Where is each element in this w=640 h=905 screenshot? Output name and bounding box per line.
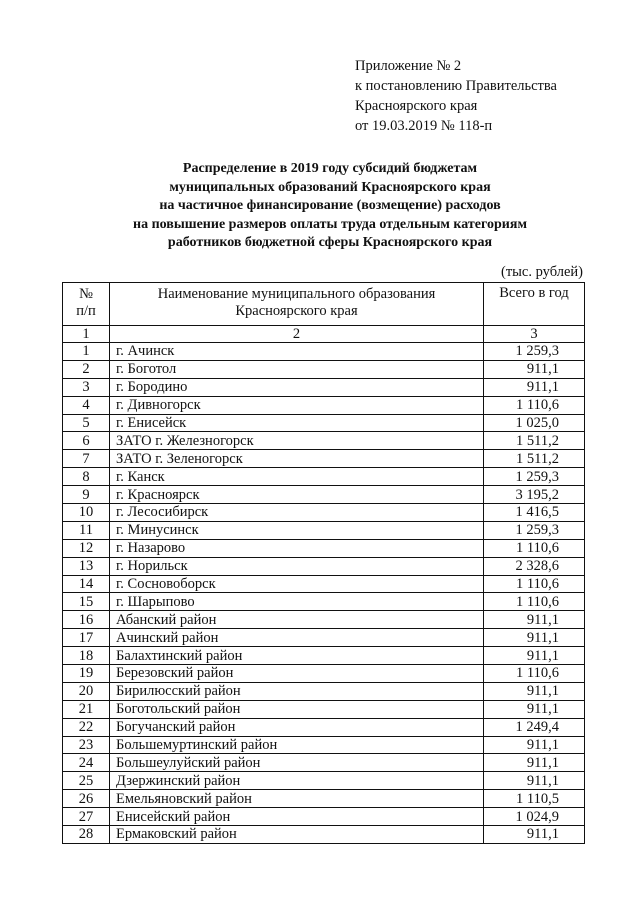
row-number: 14 xyxy=(63,575,110,593)
annual-amount: 1 024,9 xyxy=(484,808,585,826)
table-row xyxy=(63,450,585,468)
appendix-resolution-ref: к постановлению Правительства xyxy=(355,78,557,94)
row-number: 8 xyxy=(63,468,110,486)
appendix-region: Красноярского края xyxy=(355,98,478,114)
row-number: 18 xyxy=(63,647,110,665)
municipality-name: г. Красноярск xyxy=(110,486,484,504)
table-row xyxy=(63,808,585,826)
annual-amount: 911,1 xyxy=(484,378,585,396)
column-index-3: 3 xyxy=(484,326,585,343)
row-number: 9 xyxy=(63,486,110,504)
table-row xyxy=(63,700,585,718)
table-row xyxy=(63,557,585,575)
annual-amount: 911,1 xyxy=(484,682,585,700)
row-number: 11 xyxy=(63,521,110,539)
table-row xyxy=(63,736,585,754)
annual-amount: 911,1 xyxy=(484,629,585,647)
title-line-3: на частичное финансирование (возмещение) расходов xyxy=(159,198,501,213)
table-row xyxy=(63,790,585,808)
municipality-name: Богучанский район xyxy=(110,718,484,736)
table-row xyxy=(63,647,585,665)
row-number: 24 xyxy=(63,754,110,772)
table-row xyxy=(63,414,585,432)
row-number: 5 xyxy=(63,414,110,432)
table-row xyxy=(63,682,585,700)
appendix-date-number: от 19.03.2019 № 118-п xyxy=(355,118,493,134)
municipality-name: г. Енисейск xyxy=(110,414,484,432)
table-row xyxy=(63,826,585,844)
municipality-name: Большемуртинский район xyxy=(110,736,484,754)
table-row xyxy=(63,521,585,539)
table-row xyxy=(63,665,585,683)
annual-amount: 1 110,5 xyxy=(484,790,585,808)
title-line-4: на повышение размеров оплаты труда отдельным категориям xyxy=(133,216,527,232)
table-row xyxy=(63,432,585,450)
row-number: 22 xyxy=(63,718,110,736)
annual-amount: 911,1 xyxy=(484,360,585,378)
table-header-row xyxy=(63,283,585,326)
table-row xyxy=(63,754,585,772)
municipality-name: г. Шарыпово xyxy=(110,593,484,611)
municipality-name: г. Дивногорск xyxy=(110,396,484,414)
municipality-name: г. Норильск xyxy=(110,557,484,575)
column-index-row xyxy=(63,326,585,343)
municipality-name: г. Сосновоборск xyxy=(110,575,484,593)
annual-amount: 1 110,6 xyxy=(484,396,585,414)
column-index-2: 2 xyxy=(110,326,484,343)
annual-amount: 1 259,3 xyxy=(484,521,585,539)
row-number: 19 xyxy=(63,665,110,683)
annual-amount: 1 110,6 xyxy=(484,539,585,557)
title-line-2: муниципальных образований Красноярского края xyxy=(169,179,491,195)
row-number: 16 xyxy=(63,611,110,629)
header-name-line-1: Наименование муниципального образования xyxy=(157,286,436,302)
row-number: 21 xyxy=(63,700,110,718)
municipality-name: Емельяновский район xyxy=(110,790,484,808)
table-row xyxy=(63,611,585,629)
annual-amount: 911,1 xyxy=(484,826,585,844)
title-line-1: Распределение в 2019 году субсидий бюджетам xyxy=(182,161,478,176)
municipality-name: ЗАТО г. Зеленогорск xyxy=(110,450,484,468)
appendix-block xyxy=(355,56,557,136)
annual-amount: 911,1 xyxy=(484,754,585,772)
units-label: (тыс. рублей) xyxy=(501,264,583,280)
subsidy-table xyxy=(62,282,585,844)
row-number: 7 xyxy=(63,450,110,468)
table-row xyxy=(63,468,585,486)
table-row xyxy=(63,360,585,378)
table-row xyxy=(63,593,585,611)
header-name xyxy=(110,283,484,326)
row-number: 20 xyxy=(63,682,110,700)
municipality-name: Абанский район xyxy=(110,611,484,629)
annual-amount: 911,1 xyxy=(484,736,585,754)
municipality-name: г. Боготол xyxy=(110,360,484,378)
table-row xyxy=(63,343,585,361)
table-row xyxy=(63,539,585,557)
row-number: 27 xyxy=(63,808,110,826)
row-number: 1 xyxy=(63,343,110,361)
annual-amount: 1 511,2 xyxy=(484,450,585,468)
row-number: 15 xyxy=(63,593,110,611)
row-number: 6 xyxy=(63,432,110,450)
row-number: 12 xyxy=(63,539,110,557)
municipality-name: Дзержинский район xyxy=(110,772,484,790)
header-number xyxy=(63,283,110,326)
annual-amount: 1 110,6 xyxy=(484,575,585,593)
municipality-name: Березовский район xyxy=(110,665,484,683)
row-number: 4 xyxy=(63,396,110,414)
municipality-name: ЗАТО г. Железногорск xyxy=(110,432,484,450)
annual-amount: 911,1 xyxy=(484,647,585,665)
row-number: 13 xyxy=(63,557,110,575)
row-number: 25 xyxy=(63,772,110,790)
annual-amount: 1 110,6 xyxy=(484,593,585,611)
municipality-name: г. Ачинск xyxy=(110,343,484,361)
annual-amount: 1 259,3 xyxy=(484,343,585,361)
annual-amount: 911,1 xyxy=(484,611,585,629)
row-number: 2 xyxy=(63,360,110,378)
annual-amount: 1 110,6 xyxy=(484,665,585,683)
annual-amount: 1 416,5 xyxy=(484,504,585,522)
document-title xyxy=(60,160,600,253)
municipality-name: Ермаковский район xyxy=(110,826,484,844)
table-row xyxy=(63,575,585,593)
row-number: 28 xyxy=(63,826,110,844)
table-row xyxy=(63,378,585,396)
header-total: Всего в год xyxy=(484,283,585,326)
annual-amount: 1 249,4 xyxy=(484,718,585,736)
municipality-name: Балахтинский район xyxy=(110,647,484,665)
annual-amount: 911,1 xyxy=(484,772,585,790)
row-number: 17 xyxy=(63,629,110,647)
table-row xyxy=(63,629,585,647)
table-row xyxy=(63,718,585,736)
header-number-symbol: № xyxy=(79,286,93,302)
column-index-1: 1 xyxy=(63,326,110,343)
row-number: 3 xyxy=(63,378,110,396)
row-number: 26 xyxy=(63,790,110,808)
table-row xyxy=(63,396,585,414)
municipality-name: Енисейский район xyxy=(110,808,484,826)
municipality-name: г. Минусинск xyxy=(110,521,484,539)
table-row xyxy=(63,504,585,522)
annual-amount: 911,1 xyxy=(484,700,585,718)
municipality-name: г. Канск xyxy=(110,468,484,486)
municipality-name: Большеулуйский район xyxy=(110,754,484,772)
title-line-5: работников бюджетной сферы Красноярского края xyxy=(167,235,493,250)
table-row xyxy=(63,772,585,790)
table-row xyxy=(63,486,585,504)
municipality-name: г. Назарово xyxy=(110,539,484,557)
annual-amount: 2 328,6 xyxy=(484,557,585,575)
header-name-line-2: Красноярского края xyxy=(235,303,358,319)
annual-amount: 1 025,0 xyxy=(484,414,585,432)
municipality-name: Бирилюсский район xyxy=(110,682,484,700)
municipality-name: г. Бородино xyxy=(110,378,484,396)
annual-amount: 1 511,2 xyxy=(484,432,585,450)
appendix-title: Приложение № 2 xyxy=(355,58,462,74)
header-number-abbr: п/п xyxy=(76,303,96,319)
municipality-name: Боготольский район xyxy=(110,700,484,718)
municipality-name: Ачинский район xyxy=(110,629,484,647)
row-number: 23 xyxy=(63,736,110,754)
municipality-name: г. Лесосибирск xyxy=(110,504,484,522)
annual-amount: 3 195,2 xyxy=(484,486,585,504)
annual-amount: 1 259,3 xyxy=(484,468,585,486)
row-number: 10 xyxy=(63,504,110,522)
